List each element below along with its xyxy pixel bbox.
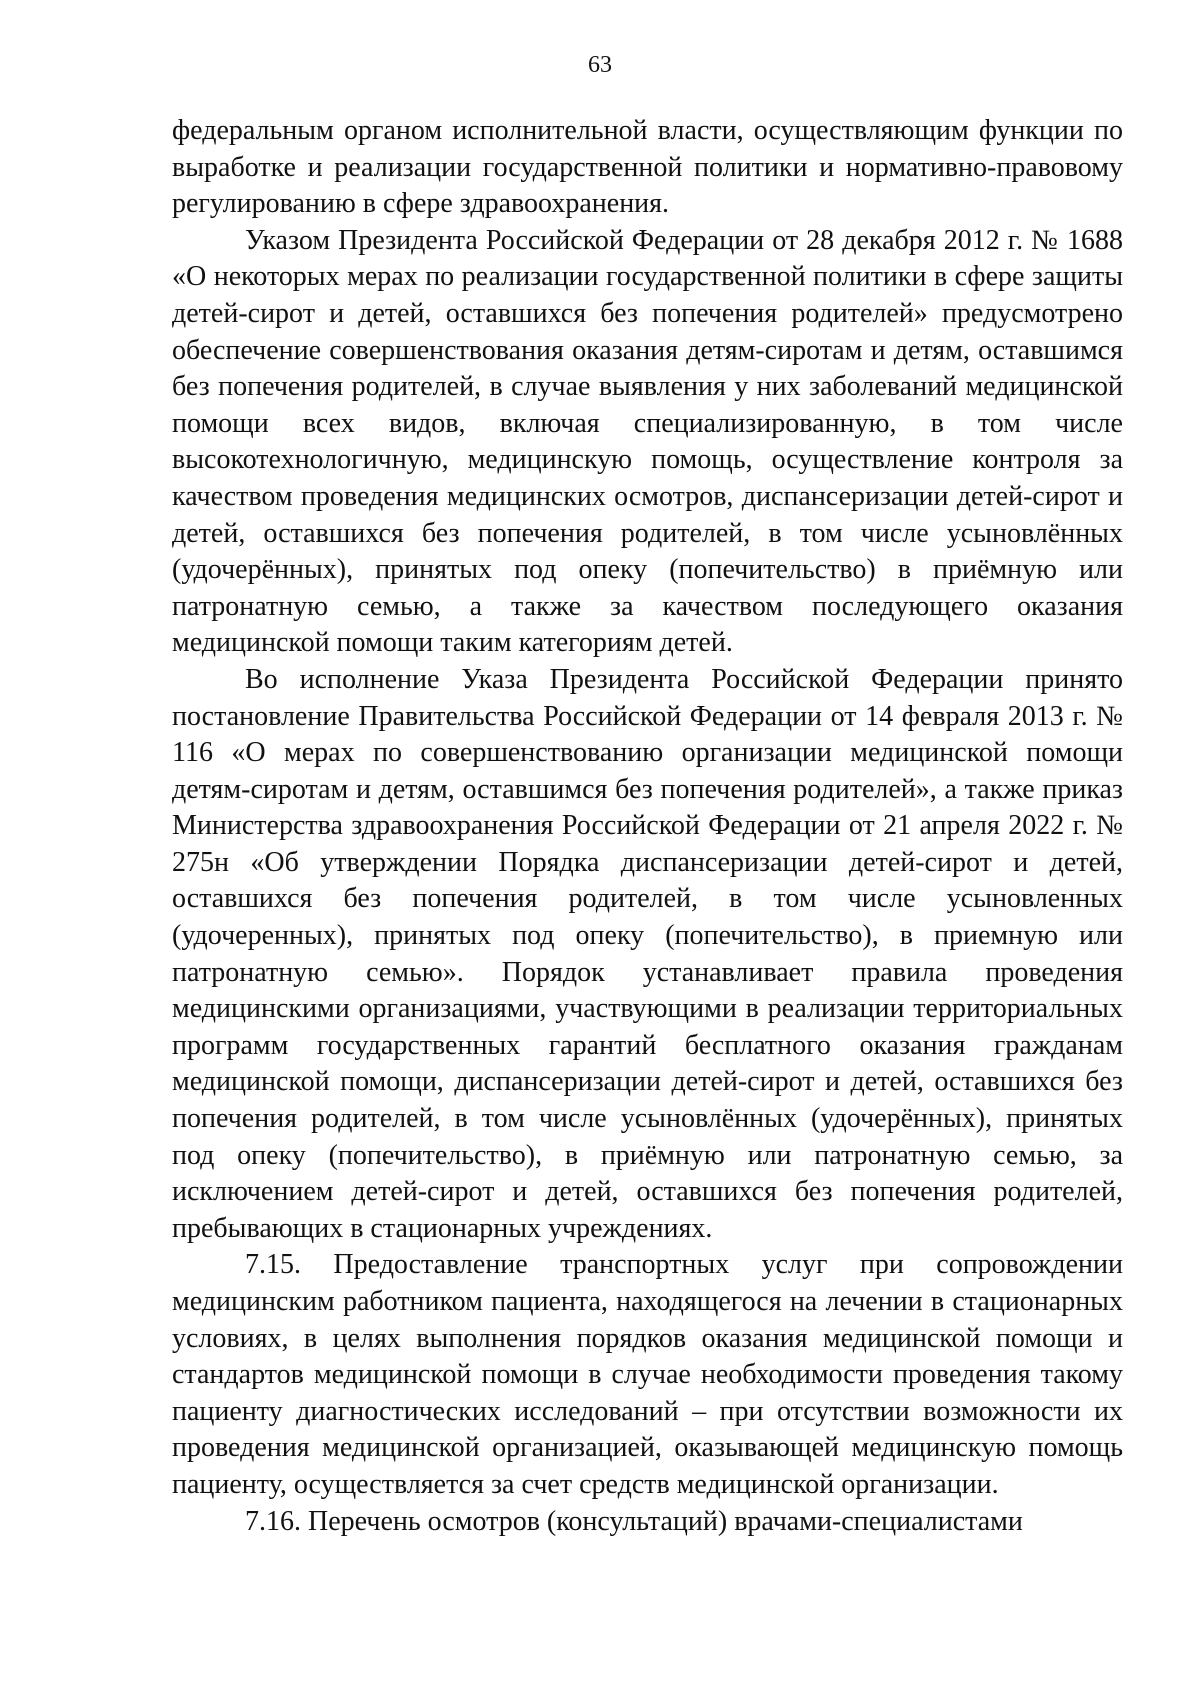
paragraph-7-15: 7.15. Предоставление транспортных услуг при сопровождении медицинским работником пациента, находящегося на лечении в стационарных условиях, в целях выполнения порядков оказания медицинской помощи и стандартов медицинской помощи в случае необходимости проведения такому пациенту диагностических исследований – при отсутствии возможности их проведения медицинской организацией, оказывающей медицинскую помощь пациенту, осуществляется за счет средств медицинской организации.: [172, 1249, 1123, 1500]
paragraph-decree-1688: Указом Президента Российской Федерации от 28 декабря 2012 г. № 1688 «О некоторых мерах по реализации государственной политики в сфере защиты детей-сирот и детей, оставшихся без попечения родителей» предусмотрено обеспечение совершенствования оказания детям-сиротам и детям, оставшимся без попечения родителей, в случае выявления у них заболеваний медицинской помощи всех видов, включая специализированную, в том числе высокотехнологичную, медицинскую помощь, осуществление контроля за качеством проведения медицинских осмотров, диспансеризации детей-сирот и детей, оставшихся без попечения родителей, в том числе усыновлённых (удочерённых), принятых под опеку (попечительство) в приёмную или патронатную семью, а также за качеством последующего оказания медицинской помощи таким категориям детей.: [172, 224, 1123, 659]
page-number: 63: [588, 52, 612, 78]
paragraph-decree-implementation: Во исполнение Указа Президента Российской Федерации принято постановление Правительства Российской Федерации от 14 февраля 2013 г. № 116 «О мерах по совершенствованию организации медицинской помощи детям-сиротам и детям, оставшимся без попечения родителей», а также приказ Министерства здравоохранения Российской Федерации от 21 апреля 2022 г. № 275н «Об утверждении Порядка диспансеризации детей-сирот и детей, оставшихся без попечения родителей, в том числе усыновленных (удочеренных), принятых под опеку (попечительство), в приемную или патронатную семью». Порядок устанавливает правила проведения медицинскими организациями, участвующими в реализации территориальных программ государственных гарантий бесплатного оказания гражданам медицинской помощи, диспансеризации детей-сирот и детей, оставшихся без попечения родителей, в том числе усыновлённых (удочерённых), принятых под опеку (попечительство), в приёмную или патронатную семью, за исключением детей-сирот и детей, оставшихся без попечения родителей, пребывающих в стационарных учреждениях.: [172, 663, 1123, 1244]
paragraph-continuation: федеральным органом исполнительной власти, осуществляющим функции по выработке и реализации государственной политики и нормативно-правовому регулированию в сфере здравоохранения.: [172, 115, 1123, 220]
document-body: [172, 113, 1123, 1540]
paragraph-7-16: 7.16. Перечень осмотров (консультаций) врачами-специалистами: [245, 1505, 1023, 1537]
